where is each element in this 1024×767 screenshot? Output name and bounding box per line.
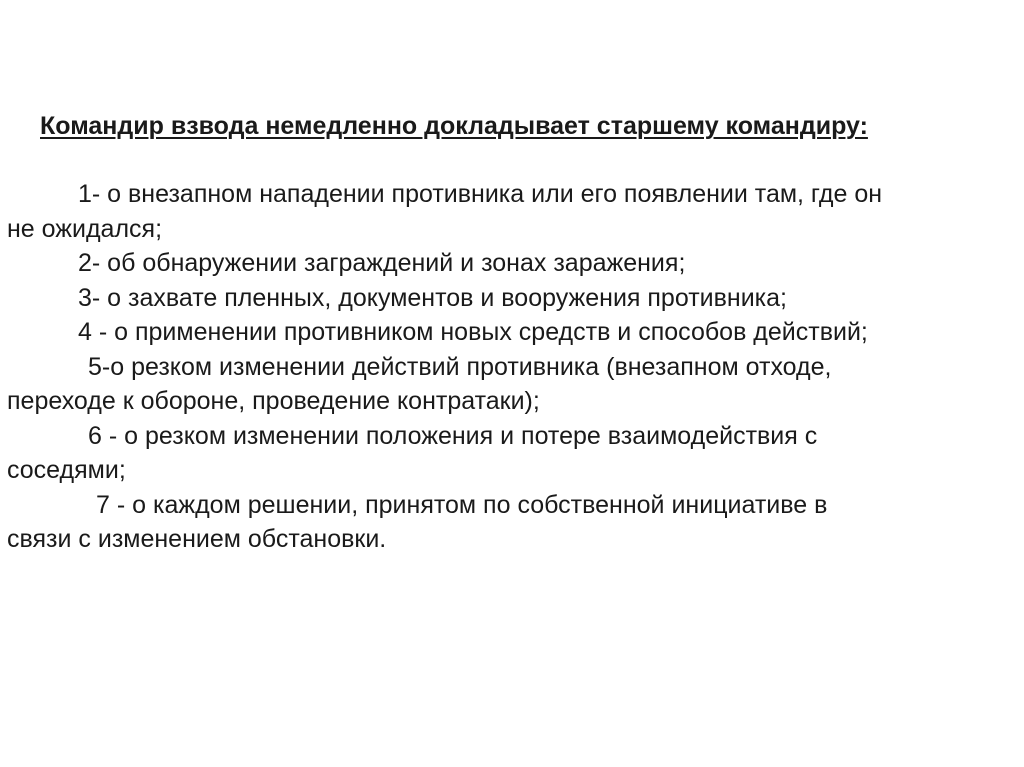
list-item-2: 2- об обнаружении заграждений и зонах заражения; — [78, 249, 686, 277]
list-item-7-line-2: связи с изменением обстановки. — [7, 525, 387, 553]
list-item-6-line-1: 6 - о резком изменении положения и потере взаимодействия с — [88, 421, 818, 450]
list-item-7-line-1: 7 - о каждом решении, принятом по собственной инициативе в — [96, 490, 828, 519]
list-item-1-line-2: не ожидался; — [7, 214, 163, 243]
list-item-4: 4 - о применении противником новых средств и способов действий; — [78, 318, 868, 346]
list-item-5-line-2: переходе к обороне, проведение контратаки); — [7, 387, 540, 415]
list-item-3: 3- о захвате пленных, документов и вооружения противника; — [78, 283, 787, 312]
list-item-5-line-1: 5-о резком изменении действий противника (внезапном отходе, — [88, 352, 832, 381]
report-list — [7, 177, 1007, 557]
list-item-1-line-1: 1- о внезапном нападении противника или его появлении там, где он — [78, 180, 883, 208]
list-item-6-line-2: соседями; — [7, 456, 126, 484]
slide-title: Командир взвода немедленно докладывает старшему командиру: — [40, 112, 868, 140]
